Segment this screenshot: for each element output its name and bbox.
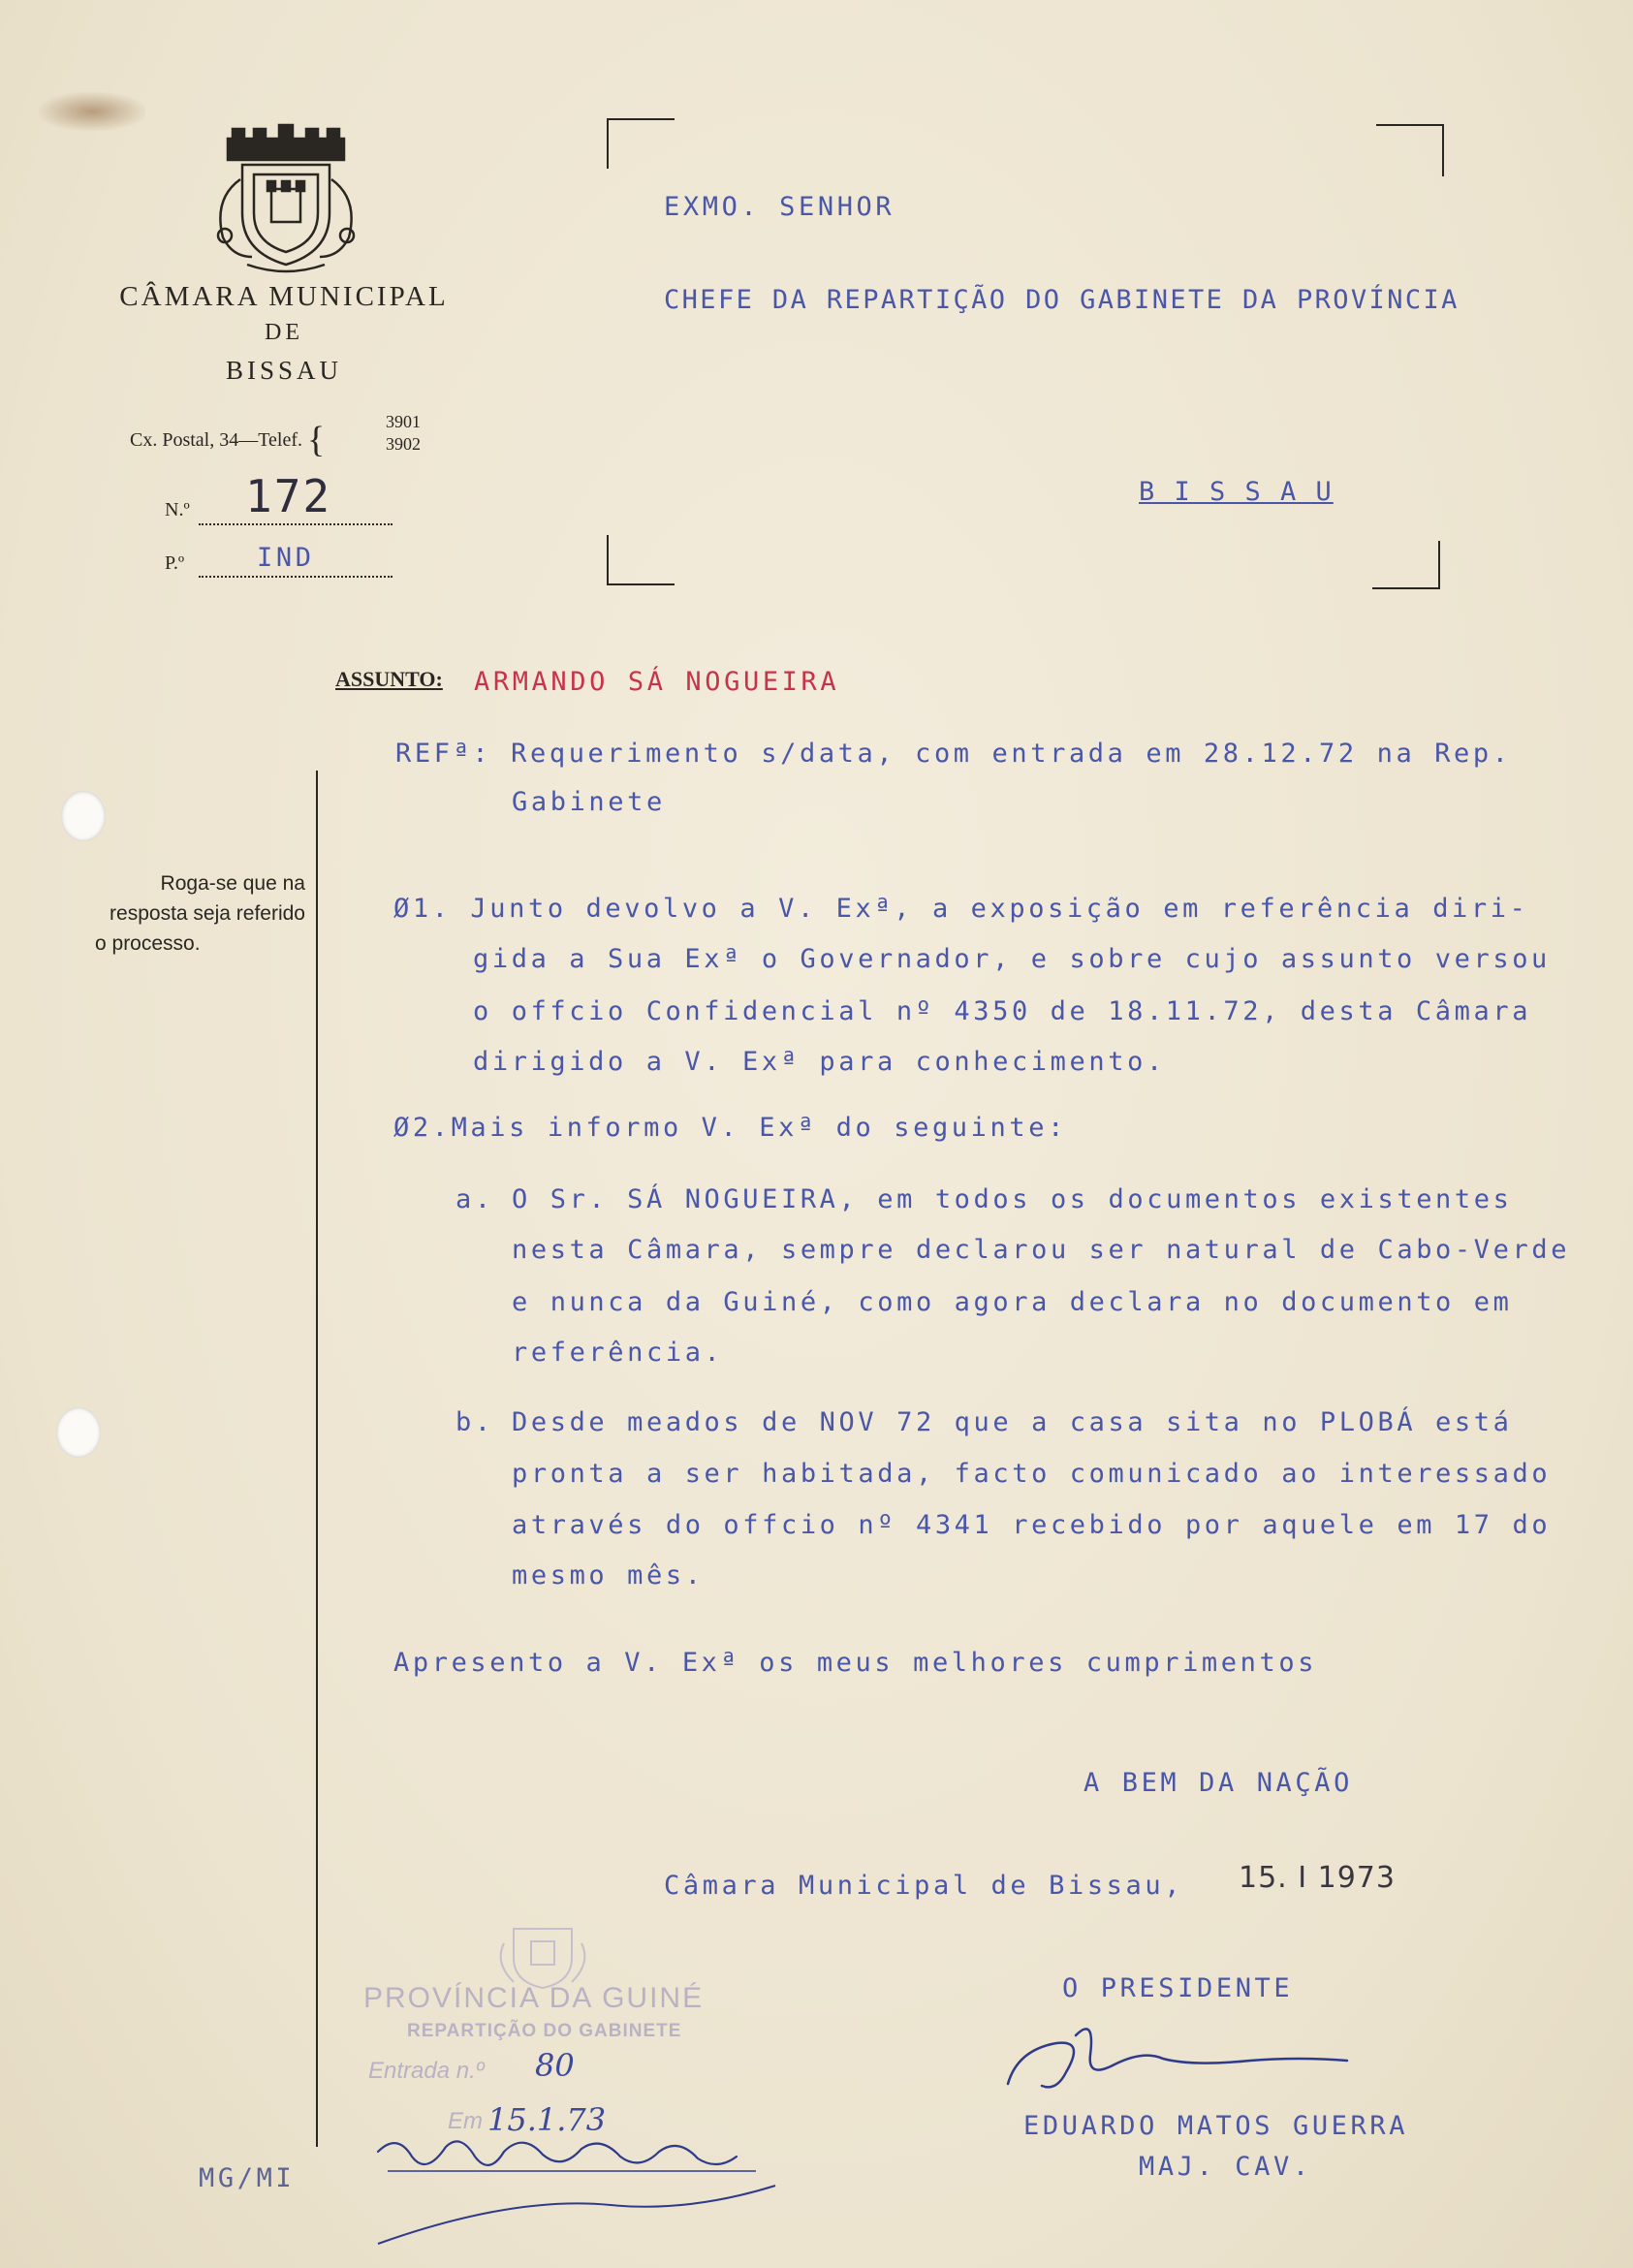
- receiver-signature: [368, 2127, 804, 2253]
- ref-line1: REFª: Requerimento s/data, com entrada em 28.12.72 na Rep.: [395, 739, 1512, 769]
- stamp-entrada-value: 80: [535, 2047, 575, 2084]
- processo-value: IND: [257, 543, 315, 573]
- punch-hole-top: [61, 791, 106, 841]
- item-a-line4: referência.: [512, 1338, 724, 1368]
- numero-value: 172: [245, 470, 332, 522]
- stain-mark: [39, 92, 145, 131]
- numero-label: N.º: [165, 499, 190, 520]
- closing-line: Apresento a V. Exª os meus melhores cumprimentos: [393, 1648, 1318, 1678]
- stamp-em-value: 15.1.73: [487, 2101, 607, 2138]
- letterhead-name-line3: BISSAU: [225, 356, 343, 385]
- contact-prefix: Cx. Postal, 34—Telef.: [130, 429, 303, 451]
- subject-label: ASSUNTO:: [335, 667, 443, 691]
- item-b-line3: através do offcio nº 4341 recebido por aquele em 17 do: [512, 1510, 1552, 1540]
- signoff-title: O PRESIDENTE: [1062, 1973, 1294, 2003]
- motto: A BEM DA NAÇÃO: [1083, 1768, 1353, 1798]
- margin-rule: [316, 771, 318, 2147]
- stamp-line2: REPARTIÇÃO DO GABINETE: [407, 2021, 682, 2041]
- phone-brace: {: [307, 420, 326, 460]
- stamp-em-label: Em: [448, 2108, 483, 2134]
- item-b-label: b.: [455, 1407, 494, 1437]
- processo-label: P.º: [165, 552, 185, 574]
- addressee-line2: CHEFE DA REPARTIÇÃO DO GABINETE DA PROVÍNCIA: [664, 285, 1460, 315]
- margin-note-line3: o processo.: [95, 932, 201, 955]
- ref-line2: Gabinete: [512, 787, 666, 817]
- phone-2: 3902: [386, 434, 421, 454]
- subject-value: ARMANDO SÁ NOGUEIRA: [474, 667, 840, 697]
- p1-line2: gida a Sua Exª o Governador, e sobre cujo assunto versou: [473, 944, 1551, 974]
- typist-initials: MG/MI: [199, 2163, 296, 2193]
- numero-line: [199, 523, 393, 525]
- window-bracket-top-right: [1376, 124, 1444, 176]
- p1-line4: dirigido a V. Exª para conhecimento.: [473, 1047, 1166, 1077]
- margin-note-line1: Roga-se que na: [160, 872, 305, 895]
- stamp-line1: PROVÍNCIA DA GUINÉ: [363, 1982, 705, 2014]
- addressee-line1: EXMO. SENHOR: [664, 192, 895, 222]
- item-a-line2: nesta Câmara, sempre declarou ser natural de Cabo-Verde: [512, 1235, 1571, 1265]
- item-b-line4: mesmo mês.: [512, 1560, 705, 1591]
- margin-note: [58, 868, 305, 959]
- president-signature: [998, 1997, 1366, 2103]
- signoff-name: EDUARDO MATOS GUERRA: [1023, 2111, 1409, 2141]
- window-bracket-bottom-left: [607, 535, 675, 585]
- processo-line: [199, 576, 393, 578]
- letterhead-name-line2: DE: [265, 320, 303, 345]
- p1-line3: o offcio Confidencial nº 4350 de 18.11.72, desta Câmara: [473, 996, 1532, 1026]
- p1-line1: Ø1. Junto devolvo a V. Exª, a exposição em referência diri-: [393, 894, 1529, 924]
- addressee-city: B I S S A U: [1139, 477, 1334, 507]
- signoff-rank: MAJ. CAV.: [1139, 2152, 1312, 2182]
- item-b-line2: pronta a ser habitada, facto comunicado ao interessado: [512, 1459, 1552, 1489]
- item-a-line3: e nunca da Guiné, como agora declara no documento em: [512, 1287, 1513, 1317]
- letterhead-name-line1: CÂMARA MUNICIPAL: [119, 281, 449, 312]
- punch-hole-bottom: [56, 1407, 101, 1458]
- phone-1: 3901: [386, 412, 421, 431]
- coat-of-arms-emblem: [204, 121, 368, 276]
- p2-line1: Ø2.Mais informo V. Exª do seguinte:: [393, 1113, 1067, 1143]
- margin-note-line2: resposta seja referido: [110, 902, 305, 925]
- signoff-date: 15. I 1973: [1239, 1861, 1396, 1895]
- item-b-line1: Desde meados de NOV 72 que a casa sita no PLOBÁ está: [512, 1407, 1513, 1437]
- window-bracket-bottom-right: [1372, 541, 1440, 589]
- letterhead-contact: [130, 419, 325, 461]
- stamp-entrada-label: Entrada n.º: [368, 2058, 485, 2084]
- signoff-place: Câmara Municipal de Bissau,: [664, 1871, 1184, 1901]
- window-bracket-top-left: [607, 118, 675, 169]
- item-a-label: a.: [455, 1184, 494, 1214]
- item-a-line1: O Sr. SÁ NOGUEIRA, em todos os documentos existentes: [512, 1184, 1513, 1214]
